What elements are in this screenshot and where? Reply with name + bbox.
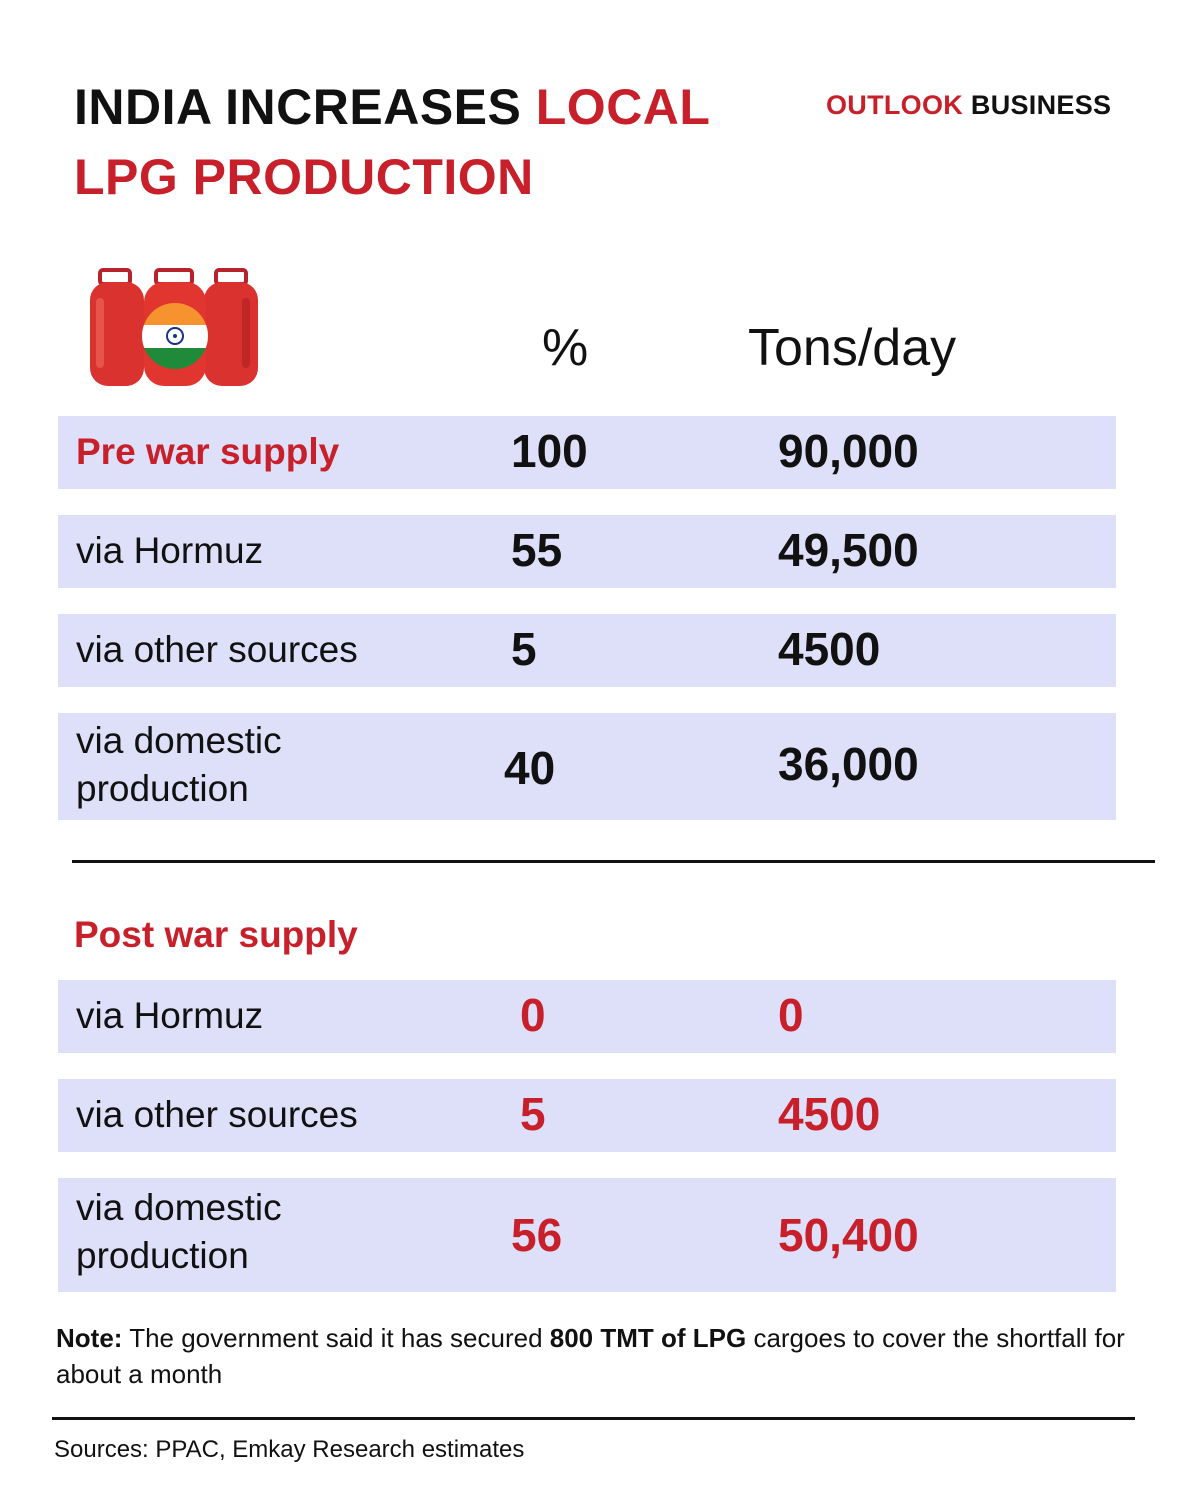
title-part-2: LOCAL (535, 79, 711, 135)
column-header-tons-per-day: Tons/day (748, 319, 957, 377)
row-label: Pre war supply (76, 431, 340, 472)
row-label: via Hormuz (76, 995, 264, 1036)
row-value-percent: 5 (511, 623, 537, 675)
row-value-tons: 0 (778, 989, 804, 1041)
column-header-percent: % (542, 319, 589, 377)
row-value-percent: 5 (520, 1088, 546, 1140)
cylinder-right-icon (204, 270, 258, 386)
section-divider (72, 860, 1155, 863)
row-label: via Hormuz (76, 530, 264, 571)
row-value-percent: 0 (520, 989, 546, 1041)
note-label: Note: (56, 1323, 123, 1353)
row-label: via other sources (76, 629, 358, 670)
footer-divider (52, 1417, 1135, 1420)
row-value-percent: 56 (511, 1209, 563, 1261)
row-value-percent: 100 (511, 425, 588, 477)
table-row-pre-war-header (58, 416, 1116, 489)
row-label: via domestic production (76, 720, 282, 809)
row-value-tons: 36,000 (778, 738, 919, 790)
lpg-cylinders-icon (86, 268, 266, 388)
table-row-post-war-domestic (58, 1178, 1116, 1292)
row-value-tons: 4500 (778, 623, 881, 675)
row-label: via domestic production (76, 1187, 282, 1276)
row-value-tons: 90,000 (778, 425, 919, 477)
title-part-1: INDIA INCREASES (74, 79, 536, 135)
note-text-2: cargoes to cover the shortfall for about a month (56, 1323, 1125, 1389)
table-row-pre-war-other-sources (58, 614, 1116, 687)
table-row-post-war-hormuz (58, 980, 1116, 1053)
row-value-percent: 40 (504, 742, 556, 794)
sources-text: Sources: PPAC, Emkay Research estimates (54, 1436, 525, 1463)
table-row-pre-war-hormuz (58, 515, 1116, 588)
row-value-tons: 49,500 (778, 524, 919, 576)
note-bold: 800 TMT of LPG (549, 1323, 747, 1353)
brand-part-1: OUTLOOK (826, 90, 964, 120)
row-value-percent: 55 (511, 524, 563, 576)
post-war-header: Post war supply (74, 914, 358, 955)
cylinder-left-icon (90, 270, 144, 386)
footnote (56, 1320, 1136, 1392)
table-row-pre-war-domestic (58, 713, 1116, 820)
note-text-1: The government said it has secured (122, 1323, 550, 1353)
title-line-2: LPG PRODUCTION (74, 149, 534, 205)
row-label: via other sources (76, 1094, 358, 1135)
table-row-post-war-other-sources (58, 1079, 1116, 1152)
brand-part-2: BUSINESS (963, 90, 1112, 120)
row-value-tons: 4500 (778, 1088, 881, 1140)
page-title (74, 72, 710, 212)
brand-logo (826, 90, 1111, 121)
row-value-tons: 50,400 (778, 1209, 919, 1261)
